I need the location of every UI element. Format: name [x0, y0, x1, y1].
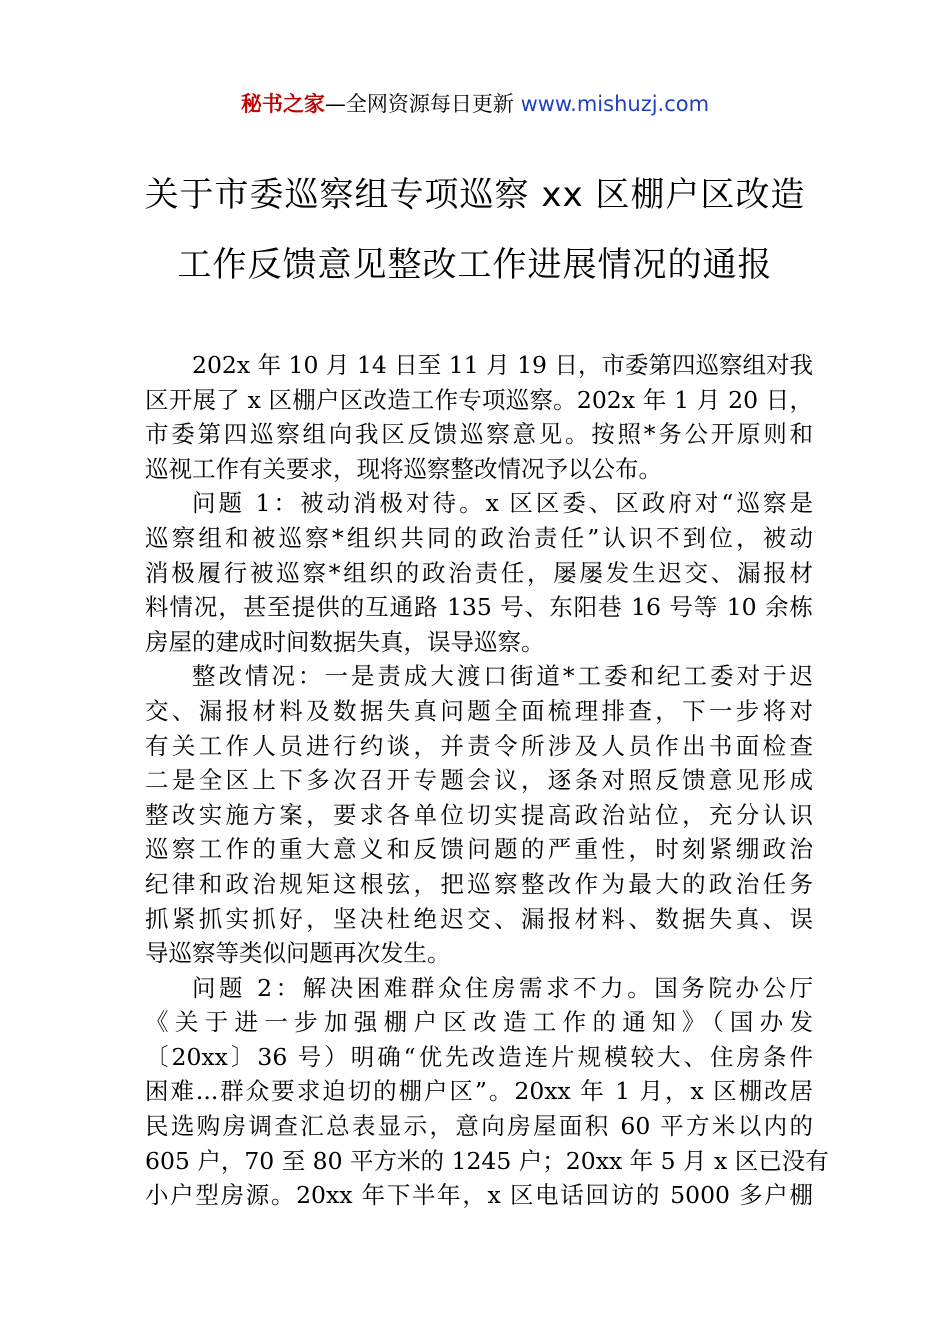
paragraph-line: 整改实施方案，要求各单位切实提高政治站位，充分认识 — [145, 800, 813, 829]
paragraph-line: 民选购房调查汇总表显示，意向房屋面积 60 平方米以内的 — [145, 1112, 813, 1141]
paragraph-line: 导巡察等类似问题再次发生。 — [145, 939, 451, 968]
site-tagline: —全网资源每日更新 — [324, 92, 521, 116]
paragraph-line: 《关于进一步加强棚户区改造工作的通知》（国办发 — [145, 1008, 813, 1037]
paragraph-line: 巡察组和被巡察*组织共同的政治责任”认识不到位，被动 — [145, 523, 813, 552]
paragraph-line: 二是全区上下多次召开专题会议，逐条对照反馈意见形成 — [145, 766, 813, 795]
paragraph-line: 市委第四巡察组向我区反馈巡察意见。按照*务公开原则和 — [145, 420, 813, 449]
body-paragraph — [145, 486, 813, 659]
paragraph-line: 巡察工作的重大意义和反馈问题的严重性，时刻紧绷政治 — [145, 835, 813, 864]
paragraph-line: 问题 2：解决困难群众住房需求不力。国务院办公厅 — [192, 973, 813, 1002]
paragraph-line: 问题 1：被动消极对待。x 区区委、区政府对“巡察是 — [192, 489, 813, 518]
paragraph-line: 消极履行被巡察*组织的政治责任，屡屡发生迟交、漏报材 — [145, 558, 813, 587]
paragraph-line: 有关工作人员进行约谈，并责令所涉及人员作出书面检查 — [145, 731, 813, 760]
paragraph-line: 纪律和政治规矩这根弦，把巡察整改作为最大的政治任务 — [145, 869, 813, 898]
document-body — [145, 348, 829, 1213]
body-paragraph — [145, 659, 813, 970]
paragraph-line: 整改情况：一是责成大渡口街道*工委和纪工委对于迟 — [192, 662, 813, 691]
paragraph-line: 小户型房源。20xx 年下半年，x 区电话回访的 5000 多户棚 — [145, 1181, 813, 1210]
body-paragraph — [145, 971, 829, 1213]
paragraph-line: 巡视工作有关要求，现将巡察整改情况予以公布。 — [145, 454, 662, 483]
document-title — [60, 160, 890, 300]
paragraph-line: 区开展了 x 区棚户区改造工作专项巡察。202x 年 1 月 20 日， — [145, 385, 813, 414]
title-line-2: 工作反馈意见整改工作进展情况的通报 — [177, 245, 773, 285]
title-line-1: 关于市委巡察组专项巡察 xx 区棚户区改造 — [144, 175, 806, 215]
site-brand: 秘书之家 — [240, 92, 325, 116]
site-url-link[interactable]: www.mishuzj.com — [520, 92, 710, 116]
site-header — [0, 86, 950, 122]
paragraph-line: 困难...群众要求迫切的棚户区”。20xx 年 1 月，x 区棚改居 — [145, 1077, 813, 1106]
paragraph-line: 抓紧抓实抓好，坚决杜绝迟交、漏报材料、数据失真、误 — [145, 904, 813, 933]
paragraph-line: 〔20xx〕36 号）明确“优先改造连片规模较大、住房条件 — [145, 1042, 813, 1071]
paragraph-line: 605 户，70 至 80 平方米的 1245 户；20xx 年 5 月 x 区已没有 — [145, 1146, 829, 1175]
paragraph-line: 房屋的建成时间数据失真，误导巡察。 — [145, 627, 545, 656]
paragraph-line: 交、漏报材料及数据失真问题全面梳理排查，下一步将对 — [145, 696, 813, 725]
paragraph-line: 料情况，甚至提供的互通路 135 号、东阳巷 16 号等 10 余栋 — [145, 593, 813, 622]
body-paragraph — [145, 348, 813, 486]
paragraph-line: 202x 年 10 月 14 日至 11 月 19 日，市委第四巡察组对我 — [192, 351, 813, 379]
